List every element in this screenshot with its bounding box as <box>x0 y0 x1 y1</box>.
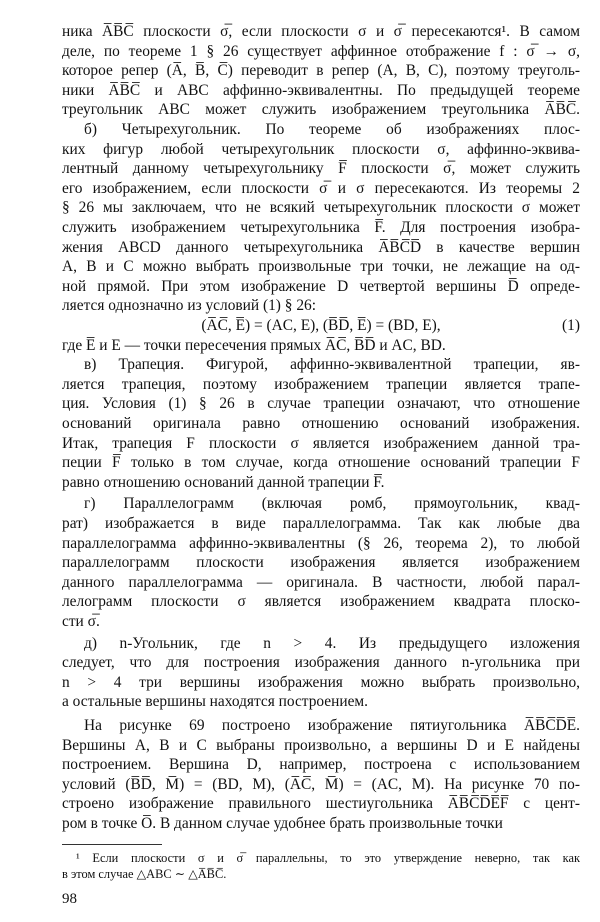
text-line: ляется однозначно из условий (1) § 26: <box>62 297 316 315</box>
page-number: 98 <box>62 890 77 907</box>
text-line: которое репер (A̅, B̅, C̅) переводит в репер (A, B, C), поэтому треуголь- <box>62 62 580 80</box>
paragraph-start-line: в) Трапеция. Фигурой, аффинно-эквивалентной трапеции, яв- <box>84 356 580 374</box>
paragraph-start-line: б) Четырехугольник. По теореме об изображениях плос- <box>84 121 580 138</box>
text-line: ляется трапеция, поэтому изображением трапеции является трапе- <box>62 375 580 393</box>
text-line: жения ABCD данного четырехугольника A̅B̅C̅D̅ в качестве вершин <box>62 238 580 256</box>
text-line: а остальные вершины находятся построением. <box>62 693 369 711</box>
paragraph-start-line: д) n-Угольник, где n > 4. Из предыдущего изложения <box>84 634 580 652</box>
equation-body: (A̅C̅, E̅) = (AC, E), (B̅D̅, E̅) = (BD, E), <box>201 317 441 334</box>
paragraph-start-line: На рисунке 69 построено изображение пятиугольника A̅B̅C̅D̅E̅. <box>84 717 580 734</box>
text-line: рат) изображается в виде параллелограмма. Так как любые два <box>62 515 580 532</box>
text-line: деле, по теореме 1 § 26 существует аффинное отображение f : σ̅ → σ, <box>62 42 580 60</box>
footnote-rule <box>62 844 162 845</box>
text-line: равно отношению оснований данной трапеции F̅. <box>62 473 385 491</box>
footnote-line: ¹ Если плоскости σ и σ̅ параллельны, то это утверждение неверно, так как <box>76 850 580 865</box>
paragraph-start-line: г) Параллелограмм (включая ромб, прямоугольник, квад- <box>84 495 580 513</box>
text-line: ких фигур любой четырехугольник плоскости σ, аффинно-эквива- <box>62 140 580 158</box>
text-line: ника A̅B̅C̅ плоскости σ̅, если плоскости σ и σ̅ пересекаются¹. В самом <box>62 23 580 40</box>
footnote-line: в этом случае △ABC ∼ △A̅B̅C̅. <box>62 866 227 881</box>
text-line: сти σ̅. <box>62 613 100 630</box>
text-line: где E̅ и E — точки пересечения прямых A̅C̅, B̅D̅ и AC, BD. <box>62 336 446 354</box>
text-line: ники A̅B̅C̅ и ABC аффинно-эквивалентны. По предыдущей теореме <box>62 81 580 99</box>
text-line: следует, что для построения изображения данного n-угольника при <box>62 654 580 672</box>
text-line: § 26 мы заключаем, что не всякий четырехугольник плоскости σ может <box>62 199 580 217</box>
text-line: условий (B̅D̅, M̅) = (BD, M), (A̅C̅, M̅) = (AC, M). На рисунке 70 по- <box>62 775 580 793</box>
text-line: оснований оригинала равно отношению оснований изображения. <box>62 415 580 432</box>
text-line: данного параллелограмма — оригинала. В частности, любой парал- <box>62 573 580 591</box>
text-line: Итак, трапеция F плоскости σ является изображением данной тра- <box>62 434 580 452</box>
text-line: параллелограмма аффинно-эквивалентны (§ 26, теорема 2), то любой <box>62 534 580 552</box>
text-line: лелограмм плоскости σ является изображением квадрата плоско- <box>62 593 580 611</box>
text-line: ной прямой. При этом изображение D четвертой вершины D̅ опреде- <box>62 277 580 295</box>
text-line: параллелограмм плоскости изображения является изображением <box>62 554 580 572</box>
text-line: строено изображение правильного шестиугольника A̅B̅C̅D̅E̅F̅ с цент- <box>62 795 580 813</box>
equation-1 <box>62 316 580 336</box>
text-line: его изображением, если плоскости σ̅ и σ пересекаются. Из теоремы 2 <box>62 179 580 197</box>
text-line: служить изображением четырехугольника F̅. Для построения изобра- <box>62 219 580 236</box>
text-line: пеции F̅ только в том случае, когда отношение оснований трапеции F <box>62 454 580 472</box>
text-line: A, B и C можно выбрать произвольные три точки, не лежащие на од- <box>62 258 580 276</box>
text-line: n > 4 три вершины изображения можно выбрать произвольно, <box>62 673 580 691</box>
equation-number: (1) <box>562 317 580 334</box>
text-line: ром в точке O̅. В данном случае удобнее брать произвольные точки <box>62 815 503 832</box>
text-line: Вершины A, B и C выбраны произвольно, а вершины D и E найдены <box>62 736 580 754</box>
text-line: лентный данному четырехугольнику F̅ плоскости σ̅, может служить <box>62 160 580 178</box>
text-line: треугольник ABC может служить изображением треугольника A̅B̅C̅. <box>62 101 580 119</box>
text-line: построением. Вершина D, например, построена с использованием <box>62 756 580 774</box>
text-line: ция. Условия (1) § 26 в случае трапеции означают, что отношение <box>62 395 580 413</box>
